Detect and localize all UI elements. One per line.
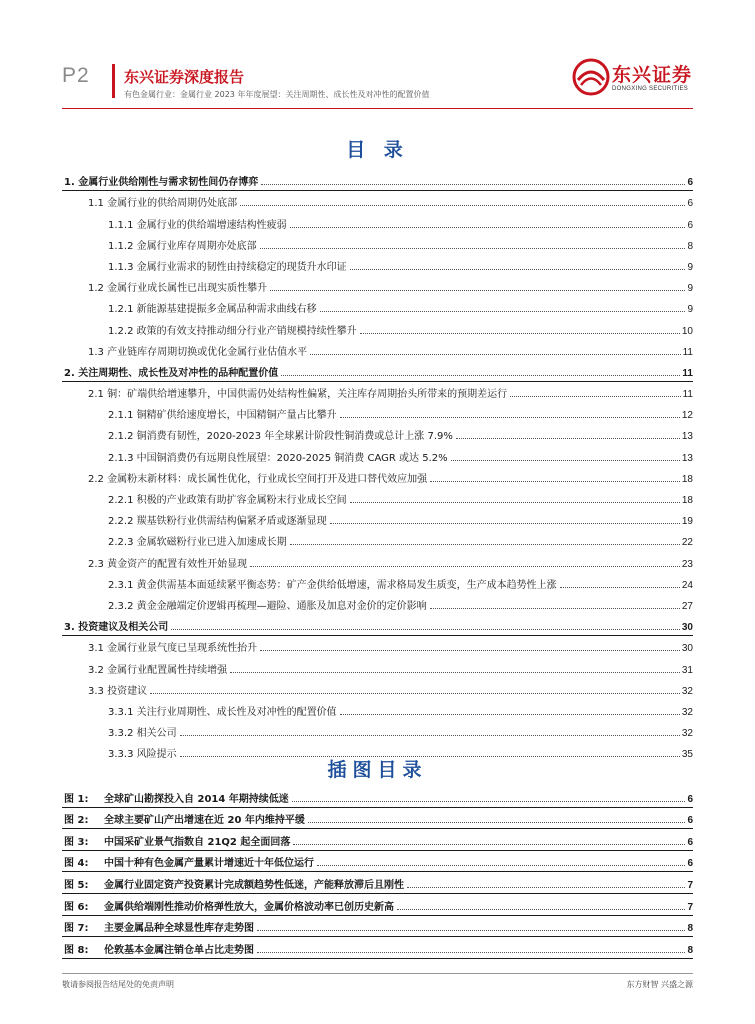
toc-entry[interactable] [62,297,693,318]
toc-entry[interactable] [62,403,693,424]
toc-entry-page: 11 [682,346,693,358]
toc-entry-label: 1.1.2 金属行业库存周期亦处底部 [62,237,260,252]
toc-entry-label: 2.3.2 黄金金融端定价逻辑再梳理—避险、通胀及加息对金价的定价影响 [62,597,430,612]
toc-leader-dots [261,184,685,185]
toc-entry[interactable] [62,657,693,678]
figure-entry[interactable] [62,808,693,830]
figure-entry-number: 图 5: [62,876,104,891]
toc-entry[interactable] [62,488,693,509]
figure-entry-title: 主要金属品种全球显性库存走势图 [104,919,257,934]
figure-entry-number: 图 6: [62,898,104,913]
figure-entry-title: 全球主要矿山产出增速在近 20 年内维持平缓 [104,811,308,826]
toc-entry[interactable] [62,234,693,255]
figure-entry-title: 伦敦基本金属注销仓单占比走势图 [104,941,257,956]
figure-leader-dots [292,801,686,802]
figure-entry[interactable] [62,937,693,959]
toc-entry-label: 2.1.2 铜消费有韧性，2020-2023 年全球累计阶段性铜消费或总计上涨 7.9% [62,427,456,442]
figure-entry-page: 8 [687,944,693,956]
toc-entry-page: 10 [681,325,693,337]
toc-entry[interactable] [62,615,693,636]
toc-leader-dots [360,333,680,334]
page-number: P2 [62,64,90,87]
toc-entry-page: 32 [681,706,693,718]
toc-entry-page: 22 [681,537,693,549]
toc-entry-page: 23 [681,558,693,570]
figure-entry-title: 全球矿山勘探投入自 2014 年期持续低迷 [104,790,292,805]
toc-leader-dots [456,438,680,439]
toc-entry-label: 2.2.1 积极的产业政策有助扩容金属粉末行业成长空间 [62,491,350,506]
toc-leader-dots [290,544,680,545]
figure-entry-number: 图 7: [62,919,104,934]
toc-entry-label: 1.3 产业链库存周期切换或优化金属行业估值水平 [62,343,310,358]
figure-entry[interactable] [62,851,693,873]
toc-entry[interactable] [62,424,693,445]
toc-entry-label: 1.2.1 新能源基建提振多金属品种需求曲线右移 [62,300,320,315]
toc-entry-page: 31 [681,664,693,676]
toc-entry-label: 1.2 金属行业成长属性已出现实质性攀升 [62,279,270,294]
toc-entry-label: 2.1.1 铜精矿供给速度增长，中国精铜产量占比攀升 [62,406,340,421]
footer-rule [62,973,693,974]
toc-entry-label: 1.2.2 政策的有效支持推动细分行业产销规模持续性攀升 [62,322,360,337]
toc-leader-dots [430,481,680,482]
toc-entry[interactable] [62,445,693,466]
table-of-contents [62,170,693,763]
toc-entry-page: 13 [681,431,693,443]
toc-leader-dots [171,629,680,630]
toc-entry-page: 27 [681,600,693,612]
figure-entry-page: 8 [687,923,693,935]
toc-entry-page: 6 [687,198,693,210]
toc-leader-dots [281,375,680,376]
figure-entry[interactable] [62,829,693,851]
toc-entry-label: 2.3 黄金资产的配置有效性开始显现 [62,555,250,570]
toc-entry-label: 3.3.2 相关公司 [62,724,180,739]
logo-mark-icon [572,58,610,96]
figure-entry-title: 金属供给端刚性推动价格弹性放大，金属价格波动率已创历史新高 [104,898,397,913]
toc-entry-label: 1. 金属行业供给刚性与需求韧性间仍存博弈 [62,173,261,188]
toc-entry[interactable] [62,679,693,700]
toc-entry-page: 18 [681,495,693,506]
toc-leader-dots [560,587,680,588]
figure-leader-dots [257,952,685,953]
figure-entry-title: 中国十种有色金属产量累计增速近十年低位运行 [104,854,317,869]
toc-leader-dots [230,672,680,673]
toc-leader-dots [430,608,680,609]
toc-entry-page: 32 [681,728,693,740]
toc-entry-page: 30 [681,643,693,655]
toc-entry-label: 2.2.3 金属软磁粉行业已进入加速成长期 [62,533,290,548]
figure-entry-page: 6 [687,793,693,805]
figure-leader-dots [317,865,685,866]
toc-entry[interactable] [62,212,693,233]
toc-leader-dots [150,693,680,694]
toc-leader-dots [340,714,680,715]
toc-entry-label: 3.3.3 风险提示 [62,745,180,760]
figure-list-title: 插图目录 [327,759,428,781]
toc-entry[interactable] [62,573,693,594]
toc-entry-label: 3.2 金属行业配置属性持续增强 [62,661,230,676]
toc-entry-page: 9 [687,261,693,273]
toc-entry-label: 2.1.3 中国铜消费仍有远期良性展望：2020-2025 铜消费 CAGR 或达 5.2% [62,449,451,464]
toc-leader-dots [310,354,681,355]
toc-entry-page: 18 [681,473,693,485]
toc-entry[interactable] [62,170,693,191]
toc-entry-page: 30 [681,622,693,634]
toc-entry[interactable] [62,700,693,721]
toc-entry-page: 8 [687,240,693,252]
toc-leader-dots [270,290,685,291]
figure-leader-dots [293,844,685,845]
figure-leader-dots [407,887,685,888]
toc-entry-label: 1.1.1 金属行业的供给端增速结构性疲弱 [62,216,290,231]
figure-entry-page: 6 [687,836,693,848]
toc-entry-page: 6 [687,219,693,231]
toc-entry[interactable] [62,361,693,382]
toc-entry[interactable] [62,530,693,551]
toc-entry-page: 13 [681,452,693,464]
figure-entry-title: 金属行业固定资产投资累计完成额趋势性低迷，产能释放滞后且刚性 [104,876,407,891]
figure-leader-dots [308,822,686,823]
toc-entry-page: 11 [682,389,693,401]
toc-entry-page: 6 [687,177,693,189]
figure-entry-page: 7 [687,879,693,891]
toc-entry[interactable] [62,382,693,403]
toc-leader-dots [290,227,686,228]
page-header [0,0,755,110]
toc-entry-label: 3.1 金属行业景气度已呈现系统性抬升 [62,639,260,654]
figure-entry-title: 中国采矿业景气指数自 21Q2 起全面回落 [104,833,293,848]
footer-slogan: 东方财智 兴盛之源 [626,980,693,989]
toc-leader-dots [330,523,680,524]
toc-entry[interactable] [62,318,693,339]
toc-leader-dots [260,650,680,651]
toc-entry-page: 9 [687,304,693,316]
figure-entry[interactable] [62,916,693,938]
toc-entry-label: 3.3.1 关注行业周期性、成长性及对冲性的配置价值 [62,703,340,718]
toc-entry-page: 24 [681,579,693,591]
toc-entry-page: 12 [681,410,693,422]
header-rule [62,108,693,109]
toc-entry[interactable] [62,340,693,361]
toc-leader-dots [240,205,685,206]
toc-entry[interactable] [62,721,693,742]
toc-entry-page: 32 [681,685,693,697]
toc-entry-page: 19 [681,516,693,528]
figure-leader-dots [257,930,685,931]
toc-leader-dots [180,735,680,736]
figure-leader-dots [397,909,685,910]
toc-entry-page: 11 [682,367,693,379]
toc-leader-dots [451,460,680,461]
toc-leader-dots [250,566,680,567]
toc-entry[interactable] [62,255,693,276]
figure-entry-page: 6 [687,815,693,827]
figure-entry[interactable] [62,894,693,916]
toc-entry[interactable] [62,509,693,530]
logo-chinese-name: 东兴证券 [612,64,693,86]
report-subtitle: 有色金属行业：金属行业 2023 年年度展望：关注周期性、成长性及对冲性的配置价值 [124,90,430,99]
toc-entry-label: 2. 关注周期性、成长性及对冲性的品种配置价值 [62,364,281,379]
figure-entry[interactable] [62,786,693,808]
toc-leader-dots [350,502,680,503]
toc-leader-dots [350,269,686,270]
figure-entry-number: 图 8: [62,941,104,956]
toc-leader-dots [340,417,680,418]
toc-entry-page: 35 [681,749,693,761]
company-logo [572,58,692,102]
toc-leader-dots [320,311,686,312]
figure-entry-number: 图 1: [62,790,104,805]
figure-entry-number: 图 4: [62,854,104,869]
toc-entry[interactable] [62,594,693,615]
toc-entry-label: 3.3 投资建议 [62,682,150,697]
figure-entry-page: 7 [687,901,693,913]
toc-leader-dots [260,248,686,249]
logo-english-name: DONGXING SECURITIES [612,86,689,92]
toc-entry[interactable] [62,276,693,297]
toc-leader-dots [510,396,681,397]
toc-entry[interactable] [62,636,693,657]
toc-entry[interactable] [62,467,693,488]
toc-entry-label: 2.3.1 黄金供需基本面延续紧平衡态势：矿产金供给低增速，需求格局发生质变，生产成本趋势性上涨 [62,576,560,591]
toc-entry-page: 9 [687,283,693,295]
toc-entry[interactable] [62,551,693,572]
figure-entry[interactable] [62,872,693,894]
toc-entry-label: 2.1 铜：矿端供给增速攀升，中国供需仍处结构性偏紧，关注库存周期抬头所带来的预期差运行 [62,385,510,400]
toc-entry-label: 2.2 金属粉末新材料：成长属性优化，行业成长空间打开及进口替代效应加强 [62,470,430,485]
toc-entry[interactable] [62,191,693,212]
report-title: 东兴证券深度报告 [124,68,245,86]
toc-entry-label: 1.1.3 金属行业需求的韧性由持续稳定的现货升水印证 [62,258,350,273]
toc-entry-label: 3. 投资建议及相关公司 [62,618,171,633]
toc-entry-label: 1.1 金属行业的供给周期仍处底部 [62,194,240,209]
figure-entry-number: 图 2: [62,811,104,826]
header-divider [112,64,115,98]
figure-entry-page: 6 [687,858,693,870]
figure-entry-number: 图 3: [62,833,104,848]
toc-title: 目 录 [346,139,409,161]
toc-entry-label: 2.2.2 羰基铁粉行业供需结构偏紧矛盾或逐渐显现 [62,512,330,527]
footer-disclaimer: 敬请参阅报告结尾处的免责声明 [62,980,174,989]
figure-list [62,786,693,959]
